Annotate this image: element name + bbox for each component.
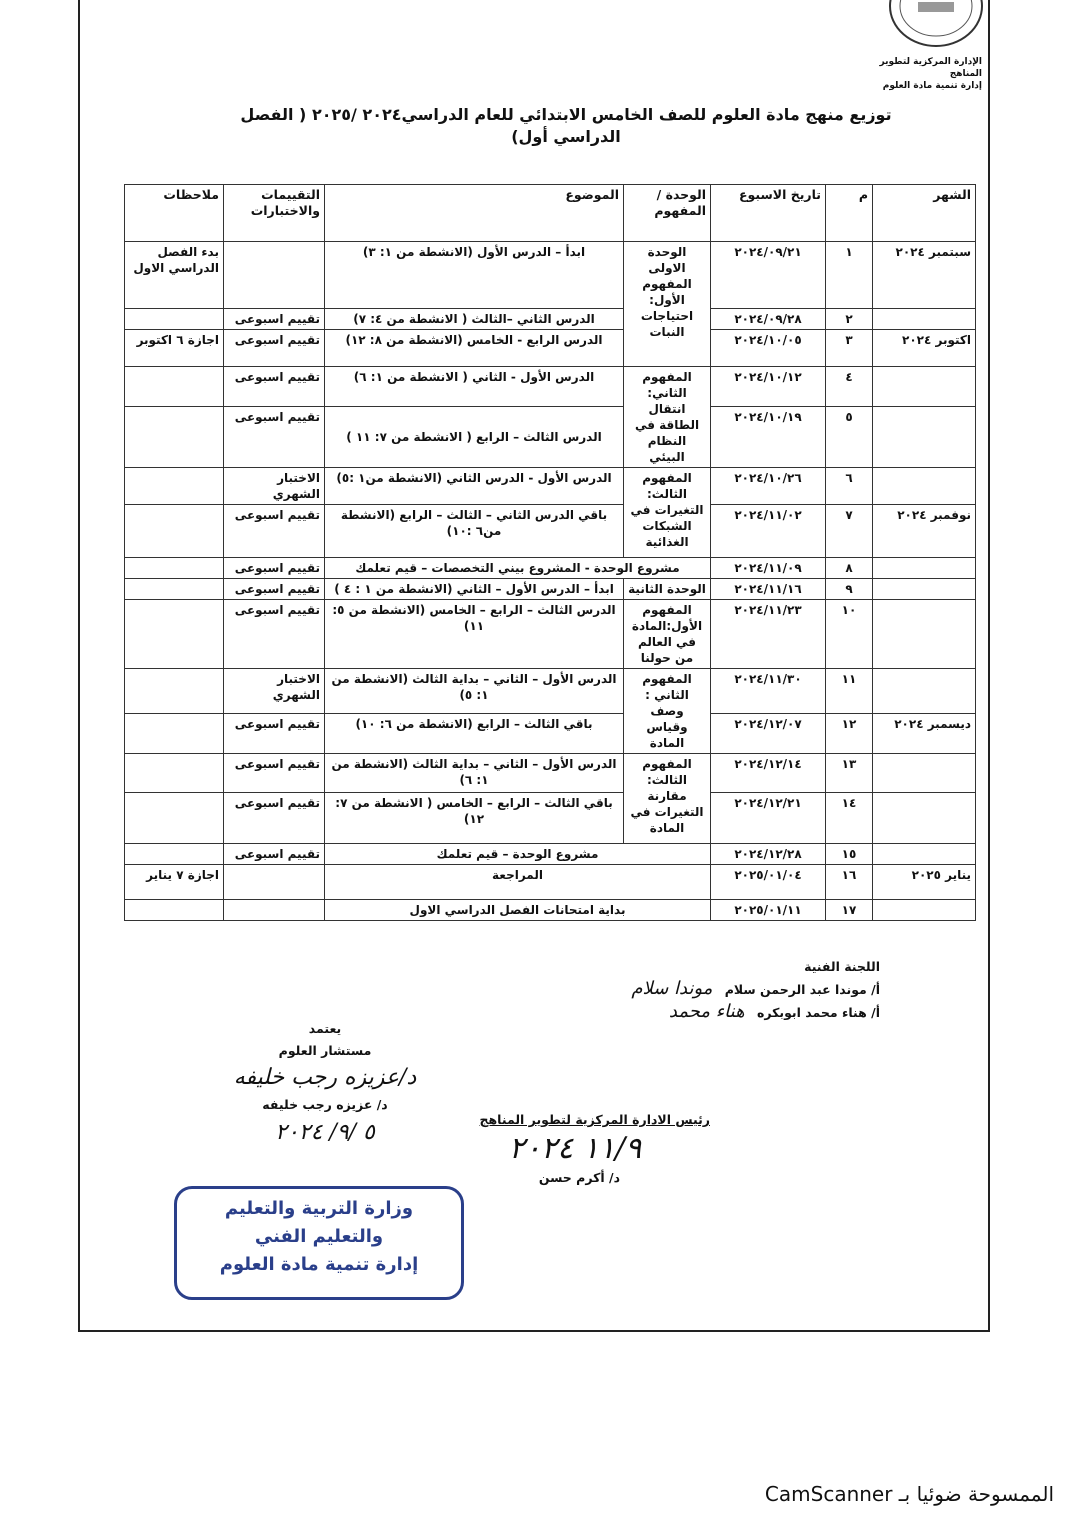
- week-no: ١٧: [826, 900, 873, 921]
- topic-cell: الدرس الثالث – الرابع ( الانشطة من ٧: ١١ ): [325, 407, 624, 468]
- week-no: ١٣: [826, 754, 873, 793]
- eval-cell: تقييم اسبوعى: [224, 309, 325, 330]
- table-row: [125, 793, 976, 844]
- table-row: [125, 900, 976, 921]
- notes-cell: [125, 793, 224, 844]
- table-row: [125, 505, 976, 558]
- stamp-line-1: وزارة التربية والتعليم: [224, 1198, 414, 1219]
- eval-cell: تقييم اسبوعى: [224, 713, 325, 753]
- eval-cell: الاختبار الشهري: [224, 669, 325, 714]
- eval-cell: [224, 865, 325, 900]
- director-role: رئيس الادارة المركزية لتطوير المناهج: [479, 1112, 710, 1127]
- table-row: [125, 713, 976, 753]
- topic-cell: الدرس الأول - الثاني ( الانشطة من ١: ٦): [325, 367, 624, 407]
- topic-cell: مشروع الوحدة - المشروع بيني التخصصات – قيم تعلمك: [325, 558, 711, 579]
- week-no: ١٢: [826, 713, 873, 753]
- month-cell: [873, 793, 976, 844]
- unit-cell: الوحدة الاولى المفهوم الأول: احتياجات النبات: [624, 242, 711, 367]
- approval-date: ٥ /٩/ ٢٠٢٤: [275, 1120, 375, 1145]
- week-no: ١٦: [826, 865, 873, 900]
- month-cell: [873, 600, 976, 669]
- page-title: توزيع منهج مادة العلوم للصف الخامس الابتدائي للعام الدراسي٢٠٢٤ /٢٠٢٥ ( الفصل الدراسي أول): [240, 105, 892, 146]
- unit-cell: الوحدة الثانية: [624, 579, 711, 600]
- week-date: ٢٠٢٤/١٢/٠٧: [711, 713, 826, 753]
- topic-cell: بداية امتحانات الفصل الدراسي الاول: [325, 900, 711, 921]
- approval-label: يعتمد: [308, 1021, 342, 1036]
- topic-cell: الدرس الأول – الثاني – بداية الثالث (الانشطة من ١: ٦): [325, 754, 624, 793]
- week-date: ٢٠٢٤/٠٩/٢٨: [711, 309, 826, 330]
- week-date: ٢٠٢٤/١١/٢٣: [711, 600, 826, 669]
- table-header-row: [125, 185, 976, 242]
- month-cell: [873, 309, 976, 330]
- month-cell: [873, 754, 976, 793]
- notes-cell: [125, 309, 224, 330]
- topic-cell: ابدأ – الدرس الأول (الانشطة من ١: ٣): [325, 242, 624, 309]
- member-name: أ/ موندا عبد الرحمن سلام: [724, 982, 880, 997]
- table-row: [125, 242, 976, 309]
- month-cell: [873, 367, 976, 407]
- month-cell: [873, 579, 976, 600]
- issuer-line-1: الإدارة المركزية لتطوير المناهج: [879, 57, 982, 79]
- week-no: ٩: [826, 579, 873, 600]
- approval-block: [210, 1018, 440, 1150]
- notes-cell: [125, 468, 224, 505]
- week-date: ٢٠٢٤/١٠/١٩: [711, 407, 826, 468]
- committee-member: [560, 1001, 880, 1024]
- header-topic: الموضوع: [325, 185, 624, 242]
- unit-cell: المفهوم الثالث: مقارنة التغيرات في المادة: [624, 754, 711, 844]
- approval-signature: د/عزيزه رجب خليفه: [233, 1065, 417, 1090]
- topic-cell: الدرس الرابع - الخامس (الانشطة من ٨: ١٢): [325, 330, 624, 367]
- table-row: [125, 844, 976, 865]
- week-date: ٢٠٢٤/١٠/٠٥: [711, 330, 826, 367]
- approval-role: مستشار العلوم: [278, 1043, 372, 1058]
- notes-cell: [125, 600, 224, 669]
- notes-cell: [125, 407, 224, 468]
- director-signature: ١١/٩ ٢٠٢٤: [508, 1131, 642, 1166]
- topic-cell: باقي الدرس الثاني – الثالث – الرابع (الانشطة من٦ :١٠): [325, 505, 624, 558]
- header-date: تاريخ الاسبوع: [711, 185, 826, 242]
- topic-cell: الدرس الثاني –الثالث ( الانشطة من ٤: ٧): [325, 309, 624, 330]
- week-no: ١١: [826, 669, 873, 714]
- member-signature: موندا سلام: [631, 978, 713, 999]
- table-row: [125, 309, 976, 330]
- topic-cell: الدرس الأول - الدرس الثاني (الانشطة من١ :٥): [325, 468, 624, 505]
- week-no: ٦: [826, 468, 873, 505]
- notes-cell: [125, 505, 224, 558]
- issuer-line-2: إدارة تنمية مادة العلوم: [882, 81, 982, 91]
- week-no: ١٠: [826, 600, 873, 669]
- ministry-logo-icon: [888, 0, 984, 52]
- week-no: ٨: [826, 558, 873, 579]
- month-cell: [873, 407, 976, 468]
- eval-cell: الاختبار الشهري: [224, 468, 325, 505]
- eval-cell: تقييم اسبوعى: [224, 558, 325, 579]
- issuer-header: [872, 56, 982, 92]
- stamp-line-3: إدارة تنمية مادة العلوم: [219, 1254, 419, 1275]
- unit-cell: المفهوم الأول:المادة في العالم من حولنا: [624, 600, 711, 669]
- month-cell: نوفمبر ٢٠٢٤: [873, 505, 976, 558]
- topic-cell: باقي الثالث – الرابع (الانشطة من ٦: ١٠): [325, 713, 624, 753]
- table-row: [125, 407, 976, 468]
- month-cell: سبتمبر ٢٠٢٤: [873, 242, 976, 309]
- week-no: ٣: [826, 330, 873, 367]
- week-no: ١٥: [826, 844, 873, 865]
- director-name: د/ أكرم حسن: [538, 1170, 620, 1185]
- week-date: ٢٠٢٤/٠٩/٢١: [711, 242, 826, 309]
- header-eval: التقييمات والاختبارات: [224, 185, 325, 242]
- month-cell: [873, 844, 976, 865]
- eval-cell: [224, 242, 325, 309]
- topic-cell: مشروع الوحدة – قيم تعلمك: [325, 844, 711, 865]
- notes-cell: [125, 669, 224, 714]
- notes-cell: [125, 367, 224, 407]
- unit-cell: المفهوم الثاني : وصف وقياس المادة: [624, 669, 711, 754]
- notes-cell: [125, 844, 224, 865]
- technical-committee: [560, 956, 880, 1024]
- week-no: ٤: [826, 367, 873, 407]
- director-block: [440, 1110, 710, 1188]
- notes-cell: اجازة ٧ يناير: [125, 865, 224, 900]
- stamp-line-2: والتعليم الفني: [254, 1226, 384, 1247]
- week-date: ٢٠٢٥/٠١/١١: [711, 900, 826, 921]
- table-row: [125, 865, 976, 900]
- eval-cell: تقييم اسبوعى: [224, 754, 325, 793]
- month-cell: [873, 900, 976, 921]
- topic-cell: الدرس الأول – الثاني – بداية الثالث (الانشطة من ١: ٥): [325, 669, 624, 714]
- month-cell: اكتوبر ٢٠٢٤: [873, 330, 976, 367]
- approval-name: د/ عزيزه رجب خليفه: [262, 1097, 388, 1112]
- member-signature: هناء محمد: [668, 1001, 745, 1022]
- week-date: ٢٠٢٤/١١/١٦: [711, 579, 826, 600]
- eval-cell: تقييم اسبوعى: [224, 367, 325, 407]
- week-date: ٢٠٢٤/١١/٠٩: [711, 558, 826, 579]
- week-no: ٥: [826, 407, 873, 468]
- month-cell: [873, 669, 976, 714]
- table-row: [125, 669, 976, 714]
- header-notes: ملاحظات: [125, 185, 224, 242]
- table-row: [125, 468, 976, 505]
- committee-title: اللجنة الفنية: [804, 959, 880, 974]
- table-row: [125, 600, 976, 669]
- unit-cell: المفهوم الثاني: انتقال الطاقة في النظام البيئي: [624, 367, 711, 468]
- week-date: ٢٠٢٤/١١/٣٠: [711, 669, 826, 714]
- week-no: ١٤: [826, 793, 873, 844]
- month-cell: [873, 558, 976, 579]
- unit-cell: المفهوم الثالث: التغيرات في الشبكات الغذائية: [624, 468, 711, 558]
- topic-cell: ابدأ – الدرس الأول – الثاني (الانشطة من ١ : ٤ ): [325, 579, 624, 600]
- scanner-watermark: الممسوحة ضوئيا بـ CamScanner: [764, 1482, 1054, 1506]
- table-row: [125, 579, 976, 600]
- eval-cell: تقييم اسبوعى: [224, 844, 325, 865]
- eval-cell: [224, 900, 325, 921]
- week-date: ٢٠٢٤/١٢/٢١: [711, 793, 826, 844]
- notes-cell: اجازة ٦ اكتوبر: [125, 330, 224, 367]
- header-no: م: [826, 185, 873, 242]
- week-date: ٢٠٢٤/١٠/١٢: [711, 367, 826, 407]
- table-row: [125, 330, 976, 367]
- department-stamp: [174, 1186, 464, 1300]
- week-no: ١: [826, 242, 873, 309]
- notes-cell: [125, 900, 224, 921]
- topic-cell: الدرس الثالث – الرابع – الخامس (الانشطة من ٥: ١١): [325, 600, 624, 669]
- topic-cell: المراجعة: [325, 865, 711, 900]
- topic-cell: باقي الثالث – الرابع – الخامس ( الانشطة من ٧: ١٢): [325, 793, 624, 844]
- month-cell: يناير ٢٠٢٥: [873, 865, 976, 900]
- month-cell: [873, 468, 976, 505]
- eval-cell: تقييم اسبوعى: [224, 579, 325, 600]
- eval-cell: تقييم اسبوعى: [224, 600, 325, 669]
- week-date: ٢٠٢٤/١٠/٢٦: [711, 468, 826, 505]
- header-month: الشهر: [873, 185, 976, 242]
- eval-cell: تقييم اسبوعى: [224, 505, 325, 558]
- notes-cell: [125, 754, 224, 793]
- notes-cell: [125, 579, 224, 600]
- month-cell: ديسمبر ٢٠٢٤: [873, 713, 976, 753]
- table-row: [125, 754, 976, 793]
- committee-member: [560, 978, 880, 1001]
- table-row: [125, 367, 976, 407]
- week-date: ٢٠٢٥/٠١/٠٤: [711, 865, 826, 900]
- eval-cell: تقييم اسبوعى: [224, 330, 325, 367]
- header-unit: الوحدة /المفهوم: [624, 185, 711, 242]
- table-row: [125, 558, 976, 579]
- schedule-table: [124, 184, 976, 921]
- eval-cell: تقييم اسبوعى: [224, 793, 325, 844]
- week-date: ٢٠٢٤/١٢/١٤: [711, 754, 826, 793]
- member-name: أ/ هناء محمد ابوبكره: [756, 1005, 880, 1020]
- notes-cell: بدء الفصل الدراسي الاول: [125, 242, 224, 309]
- week-no: ٢: [826, 309, 873, 330]
- notes-cell: [125, 558, 224, 579]
- week-no: ٧: [826, 505, 873, 558]
- eval-cell: تقييم اسبوعى: [224, 407, 325, 468]
- week-date: ٢٠٢٤/١٢/٢٨: [711, 844, 826, 865]
- notes-cell: [125, 713, 224, 753]
- week-date: ٢٠٢٤/١١/٠٢: [711, 505, 826, 558]
